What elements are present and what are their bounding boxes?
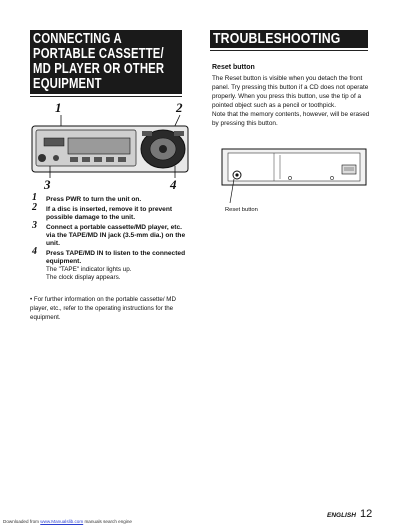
step-number: 3: [32, 220, 37, 231]
reset-note: Note that the memory contents, however, will be erased by pressing this button.: [212, 111, 370, 127]
reset-button-title: Reset button: [212, 64, 255, 71]
heading-line: MD PLAYER OR OTHER: [33, 61, 165, 77]
reset-paragraph: The Reset button is visible when you detach the front panel. Try pressing this button if a CD does not operate properly. When you press this button, use the tip of a pointed object such as a pencil or toothpick.: [212, 75, 369, 109]
heading-text: TROUBLESHOOTING: [213, 30, 341, 47]
download-prefix: Downloaded from: [3, 519, 41, 524]
step-number: 4: [32, 246, 37, 257]
language-label: ENGLISH: [327, 512, 356, 519]
step-detail: The "TAPE" indicator lights up. The clock display appears.: [46, 266, 132, 281]
footnote: • For further information on the portable cassette/ MD player, etc., refer to the operating instructions for the equipment.: [30, 296, 176, 321]
step-text: Press TAPE/MD IN to listen to the connected equipment.: [46, 250, 186, 265]
page-number: 12: [360, 508, 373, 520]
step-item: [32, 192, 192, 204]
heading-rule: [210, 50, 368, 51]
step-number: 2: [32, 202, 37, 213]
step-item: [32, 202, 192, 222]
step-item: [32, 246, 192, 282]
step-text: Press PWR to turn the unit on.: [46, 196, 142, 203]
heading-line: EQUIPMENT: [33, 76, 102, 92]
step-item: [32, 220, 192, 248]
step-text: Connect a portable cassette/MD player, etc. via the TAPE/MD IN jack (3.5-mm dia.) on the unit.: [46, 224, 186, 247]
step-number: 1: [32, 192, 37, 203]
instruction-steps: [32, 192, 192, 284]
reset-button-caption: Reset button: [225, 207, 258, 213]
section-heading-troubleshooting: [210, 30, 368, 48]
callout-2: 2: [176, 100, 183, 115]
section-heading-connecting: [30, 30, 182, 94]
callout-4: 4: [170, 177, 177, 192]
heading-line: PORTABLE CASSETTE/: [33, 46, 164, 62]
reset-description: [212, 74, 370, 128]
stereo-front-panel-drawing: [30, 100, 190, 192]
heading-rule: [30, 96, 182, 97]
manualslib-link[interactable]: www.Manualslib.com: [40, 519, 84, 524]
step-text: If a disc is inserted, remove it to prevent possible damage to the unit.: [46, 206, 173, 221]
callout-3: 3: [44, 177, 51, 192]
car-stereo-illustration: [30, 100, 190, 192]
heading-line: CONNECTING A: [33, 31, 122, 47]
chassis-drawing: [218, 145, 368, 215]
detached-panel-illustration: [218, 145, 368, 215]
callout-1: 1: [55, 100, 62, 115]
download-footer: [3, 519, 132, 524]
download-suffix: manuals search engine: [83, 519, 132, 524]
